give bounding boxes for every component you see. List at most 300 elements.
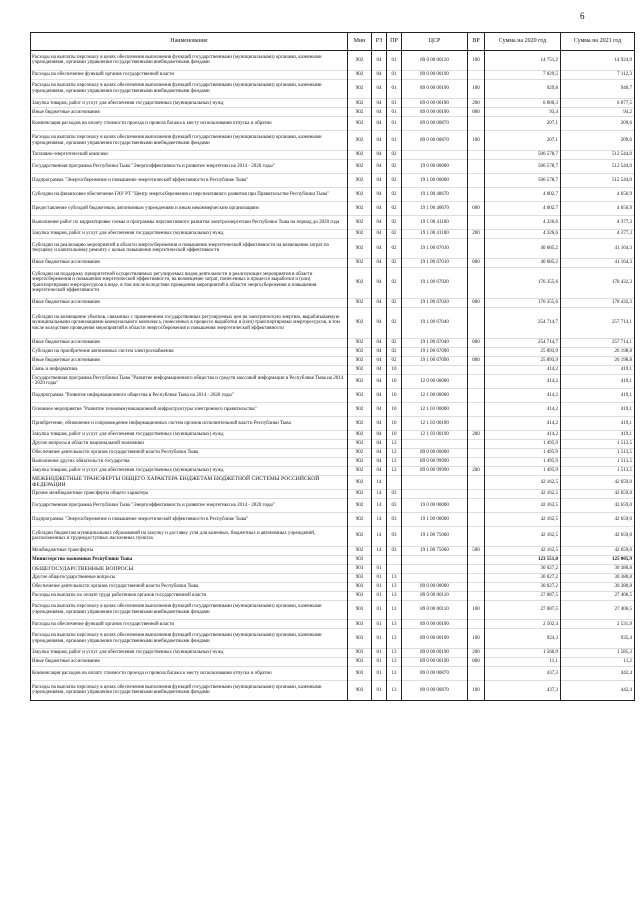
cell-s2021: 27 406,5 bbox=[561, 600, 635, 620]
cell-rz: 04 bbox=[372, 239, 387, 259]
cell-rz: 04 bbox=[372, 457, 387, 466]
cell-vr: 500 bbox=[468, 546, 485, 555]
cell-csr: 89 0 00 00870 bbox=[402, 117, 468, 131]
cell-s2021: 30 380,8 bbox=[561, 582, 635, 591]
cell-rz: 04 bbox=[372, 466, 387, 475]
cell-s2020: 506 578,7 bbox=[485, 151, 561, 160]
cell-pr: 02 bbox=[387, 202, 402, 216]
cell-vr bbox=[468, 188, 485, 202]
header-pr: ПР bbox=[387, 33, 402, 51]
cell-min: 902 bbox=[348, 374, 372, 388]
cell-pr: 01 bbox=[387, 131, 402, 151]
cell-s2020: 25 893,9 bbox=[485, 356, 561, 365]
cell-csr: 19 1 00 00000 bbox=[402, 174, 468, 188]
cell-min: 903 bbox=[348, 555, 372, 564]
cell-name: Подпрограмма "Энергосбережение и повышение энергетической эффективности в Республике Тыва" bbox=[31, 512, 348, 526]
cell-min: 902 bbox=[348, 512, 372, 526]
cell-name: Другие вопросы в области национальной экономики bbox=[31, 439, 348, 448]
table-row bbox=[31, 374, 635, 388]
cell-name: Иные бюджетные ассигнования bbox=[31, 298, 348, 307]
cell-s2021: 512 544,0 bbox=[561, 160, 635, 174]
cell-rz: 04 bbox=[372, 108, 387, 117]
table-body bbox=[31, 51, 635, 701]
cell-vr bbox=[468, 267, 485, 298]
cell-name: Расходы на выплаты персоналу в целях обеспечения выполнения функций государственными (муниципальными) органами, казенными учреждениями, органами управления государственными внебюджетными фондами bbox=[31, 51, 348, 71]
cell-csr: 89 0 00 00190 bbox=[402, 629, 468, 649]
table-row bbox=[31, 466, 635, 475]
cell-rz: 04 bbox=[372, 448, 387, 457]
cell-min: 903 bbox=[348, 649, 372, 658]
cell-pr: 13 bbox=[387, 658, 402, 667]
cell-min: 902 bbox=[348, 338, 372, 347]
cell-min: 902 bbox=[348, 51, 372, 71]
cell-s2020: 123 551,0 bbox=[485, 555, 561, 564]
table-row bbox=[31, 498, 635, 512]
cell-s2020: 30 027,2 bbox=[485, 564, 561, 573]
table-row bbox=[31, 600, 635, 620]
cell-csr: 89 0 00 00190 bbox=[402, 70, 468, 79]
cell-s2020: 506 578,7 bbox=[485, 174, 561, 188]
cell-csr: 12 1 03 00190 bbox=[402, 416, 468, 430]
cell-vr bbox=[468, 160, 485, 174]
table-row bbox=[31, 629, 635, 649]
cell-name: Расходы на выплаты по оплате труда работников органов государственной власти bbox=[31, 591, 348, 600]
cell-csr bbox=[402, 475, 468, 489]
cell-pr: 02 bbox=[387, 188, 402, 202]
cell-s2021: 442,4 bbox=[561, 681, 635, 701]
cell-csr: 19 1 00 67010 bbox=[402, 239, 468, 259]
cell-vr bbox=[468, 388, 485, 402]
table-row bbox=[31, 416, 635, 430]
cell-min: 902 bbox=[348, 475, 372, 489]
cell-name: Закупка товаров, работ и услуг для обеспечения государственных (муниципальных) нужд bbox=[31, 430, 348, 439]
cell-s2021: 4 656,9 bbox=[561, 188, 635, 202]
header-row bbox=[31, 33, 635, 51]
cell-name: Подпрограмма "Энергосбережение и повышение энергетической эффективности в Республике Тыва" bbox=[31, 174, 348, 188]
cell-s2021: 209,6 bbox=[561, 131, 635, 151]
cell-min: 903 bbox=[348, 573, 372, 582]
cell-vr: 200 bbox=[468, 99, 485, 108]
table-row bbox=[31, 239, 635, 259]
cell-s2020: 4 602,7 bbox=[485, 188, 561, 202]
cell-pr: 13 bbox=[387, 620, 402, 629]
cell-s2021: 4 656,9 bbox=[561, 202, 635, 216]
cell-s2021: 209,6 bbox=[561, 117, 635, 131]
cell-rz: 14 bbox=[372, 526, 387, 546]
cell-vr: 200 bbox=[468, 649, 485, 658]
cell-name: Субсидии на приобретение автономных систем электроснабжения bbox=[31, 347, 348, 356]
table-row bbox=[31, 131, 635, 151]
cell-min: 902 bbox=[348, 489, 372, 498]
cell-s2020: 254 714,7 bbox=[485, 338, 561, 347]
cell-name: Субсидии на возмещение убытков, связанных с применением государственных регулируемых цен на электрическую энергию, вырабатываемую муниципальными организациями коммунального комплекса, понесенных в процессе выработки и (или) транспортировки энергоресурсов, в том числе вследствие проведения мероприятий в области энергосбережения и повышения энергетической эффективности bbox=[31, 307, 348, 338]
cell-pr: 01 bbox=[387, 117, 402, 131]
cell-rz: 04 bbox=[372, 338, 387, 347]
cell-rz: 04 bbox=[372, 439, 387, 448]
cell-min: 902 bbox=[348, 546, 372, 555]
cell-name: ОБЩЕГОСУДАРСТВЕННЫЕ ВОПРОСЫ bbox=[31, 564, 348, 573]
table-row bbox=[31, 658, 635, 667]
cell-rz: 04 bbox=[372, 267, 387, 298]
cell-s2021: 27 406,5 bbox=[561, 591, 635, 600]
cell-pr: 13 bbox=[387, 591, 402, 600]
cell-name: Межбюджетные трансферты bbox=[31, 546, 348, 555]
cell-s2021: 4 377,3 bbox=[561, 230, 635, 239]
cell-s2021: 26 198,8 bbox=[561, 347, 635, 356]
cell-s2020: 2 502,4 bbox=[485, 620, 561, 629]
cell-csr bbox=[402, 564, 468, 573]
cell-s2020: 40 685,2 bbox=[485, 239, 561, 259]
cell-min: 902 bbox=[348, 298, 372, 307]
cell-s2021: 419,1 bbox=[561, 430, 635, 439]
cell-rz: 04 bbox=[372, 188, 387, 202]
cell-min: 902 bbox=[348, 526, 372, 546]
cell-min: 902 bbox=[348, 402, 372, 416]
table-row bbox=[31, 117, 635, 131]
cell-pr: 10 bbox=[387, 374, 402, 388]
cell-vr: 800 bbox=[468, 338, 485, 347]
cell-rz: 14 bbox=[372, 475, 387, 489]
cell-s2021: 94,2 bbox=[561, 108, 635, 117]
cell-s2020: 414,2 bbox=[485, 416, 561, 430]
cell-name: Компенсация расходов на оплату стоимости проезда и провоза багажа к месту использования отпуска и обратно bbox=[31, 117, 348, 131]
cell-vr bbox=[468, 365, 485, 374]
cell-s2020: 7 029,5 bbox=[485, 70, 561, 79]
table-row bbox=[31, 108, 635, 117]
header-sum-2020: Сумма на 2020 год bbox=[485, 33, 561, 51]
cell-vr bbox=[468, 374, 485, 388]
header-rz: РЗ bbox=[372, 33, 387, 51]
cell-s2021: 940,7 bbox=[561, 79, 635, 99]
cell-pr: 01 bbox=[387, 99, 402, 108]
cell-csr bbox=[402, 573, 468, 582]
cell-s2021: 11,2 bbox=[561, 658, 635, 667]
cell-pr: 02 bbox=[387, 356, 402, 365]
cell-vr bbox=[468, 70, 485, 79]
cell-rz: 04 bbox=[372, 347, 387, 356]
cell-vr bbox=[468, 526, 485, 546]
cell-pr: 02 bbox=[387, 216, 402, 230]
cell-vr bbox=[468, 448, 485, 457]
cell-rz: 04 bbox=[372, 160, 387, 174]
cell-vr: 100 bbox=[468, 600, 485, 620]
cell-rz: 04 bbox=[372, 174, 387, 188]
cell-pr: 13 bbox=[387, 667, 402, 681]
cell-min: 902 bbox=[348, 466, 372, 475]
cell-s2020: 1 495,9 bbox=[485, 439, 561, 448]
cell-s2021: 7 112,3 bbox=[561, 70, 635, 79]
table-row bbox=[31, 555, 635, 564]
table-row bbox=[31, 388, 635, 402]
cell-s2021: 419,1 bbox=[561, 416, 635, 430]
cell-pr: 01 bbox=[387, 108, 402, 117]
cell-vr bbox=[468, 151, 485, 160]
cell-rz: 04 bbox=[372, 416, 387, 430]
cell-vr bbox=[468, 239, 485, 259]
cell-pr: 13 bbox=[387, 573, 402, 582]
cell-vr: 800 bbox=[468, 108, 485, 117]
cell-s2021: 125 005,9 bbox=[561, 555, 635, 564]
cell-vr bbox=[468, 489, 485, 498]
cell-name: Субсидии на финансовое обеспечение ГАУ РТ "Центр энергосбережения и перспективного развития при Правительстве Республики Тыва" bbox=[31, 188, 348, 202]
cell-min: 902 bbox=[348, 388, 372, 402]
budget-table bbox=[30, 32, 635, 701]
cell-vr: 800 bbox=[468, 298, 485, 307]
cell-pr: 10 bbox=[387, 388, 402, 402]
cell-vr bbox=[468, 564, 485, 573]
cell-pr: 02 bbox=[387, 239, 402, 259]
cell-s2021: 257 714,1 bbox=[561, 307, 635, 338]
cell-s2020: 414,2 bbox=[485, 430, 561, 439]
cell-vr bbox=[468, 402, 485, 416]
cell-name: Основное мероприятие "Развитие телекоммуникационной инфраструктуры электронного правительства" bbox=[31, 402, 348, 416]
table-row bbox=[31, 489, 635, 498]
cell-s2021: 42 659,0 bbox=[561, 546, 635, 555]
cell-pr: 12 bbox=[387, 439, 402, 448]
cell-csr: 12 1 00 00000 bbox=[402, 388, 468, 402]
cell-s2020: 4 602,7 bbox=[485, 202, 561, 216]
table-row bbox=[31, 79, 635, 99]
cell-pr: 01 bbox=[387, 70, 402, 79]
cell-s2020: 924,3 bbox=[485, 629, 561, 649]
cell-rz: 01 bbox=[372, 600, 387, 620]
cell-csr: 19 1 00 00000 bbox=[402, 512, 468, 526]
cell-name: Субсидии на реализацию мероприятий в области энергосбережения и повышения энергетической эффективности на возмещение затрат по текущему и капитальному ремонту с целью повышения энергетической эффективности bbox=[31, 239, 348, 259]
cell-min: 903 bbox=[348, 620, 372, 629]
cell-min: 902 bbox=[348, 160, 372, 174]
table-row bbox=[31, 307, 635, 338]
cell-vr bbox=[468, 416, 485, 430]
cell-s2020: 1 495,9 bbox=[485, 457, 561, 466]
cell-vr bbox=[468, 457, 485, 466]
cell-rz: 04 bbox=[372, 402, 387, 416]
cell-csr bbox=[402, 151, 468, 160]
cell-rz: 04 bbox=[372, 70, 387, 79]
cell-csr: 12 1 03 00000 bbox=[402, 402, 468, 416]
cell-rz: 01 bbox=[372, 681, 387, 701]
cell-name: Топливно-энергетический комплекс bbox=[31, 151, 348, 160]
cell-min: 902 bbox=[348, 230, 372, 239]
table-row bbox=[31, 649, 635, 658]
cell-name: Расходы на выплаты персоналу в целях обеспечения выполнения функций государственными (муниципальными) органами, казенными учреждениями, органами управления государственными внебюджетными фондами bbox=[31, 600, 348, 620]
table-row bbox=[31, 51, 635, 71]
cell-s2020: 27 087,5 bbox=[485, 591, 561, 600]
cell-pr: 03 bbox=[387, 546, 402, 555]
cell-s2021: 1 513,5 bbox=[561, 439, 635, 448]
cell-min: 902 bbox=[348, 258, 372, 267]
cell-pr: 02 bbox=[387, 258, 402, 267]
cell-rz: 04 bbox=[372, 202, 387, 216]
cell-pr: 02 bbox=[387, 338, 402, 347]
cell-s2020: 437,3 bbox=[485, 667, 561, 681]
cell-s2020: 30 027,2 bbox=[485, 573, 561, 582]
cell-s2020: 176 355,6 bbox=[485, 298, 561, 307]
table-row bbox=[31, 620, 635, 629]
cell-min: 902 bbox=[348, 79, 372, 99]
cell-vr: 800 bbox=[468, 658, 485, 667]
cell-csr: 19 1 00 67040 bbox=[402, 338, 468, 347]
cell-csr: 89 0 00 99990 bbox=[402, 457, 468, 466]
cell-rz: 04 bbox=[372, 388, 387, 402]
cell-name: Компенсация расходов на оплату стоимости проезда и провоза багажа к месту использования отпуска и обратно bbox=[31, 667, 348, 681]
cell-rz: 04 bbox=[372, 298, 387, 307]
cell-name: Выполнение работ по корректировке схемы и программы перспективного развития электроэнергетики Республики Тыва на период до 2020 года bbox=[31, 216, 348, 230]
cell-min: 903 bbox=[348, 629, 372, 649]
cell-min: 902 bbox=[348, 416, 372, 430]
cell-s2020: 414,2 bbox=[485, 388, 561, 402]
table-row bbox=[31, 160, 635, 174]
cell-csr: 19 1 00 40670 bbox=[402, 188, 468, 202]
cell-csr: 19 1 00 41100 bbox=[402, 216, 468, 230]
cell-csr: 19 1 00 67040 bbox=[402, 307, 468, 338]
cell-csr: 89 0 00 00110 bbox=[402, 51, 468, 71]
cell-vr bbox=[468, 498, 485, 512]
cell-csr: 19 1 00 67020 bbox=[402, 298, 468, 307]
cell-s2021: 1 585,3 bbox=[561, 649, 635, 658]
cell-min: 902 bbox=[348, 448, 372, 457]
cell-s2020: 1 495,9 bbox=[485, 448, 561, 457]
cell-name: Приобретение, обновление и сопровождение информационных систем органов исполнительной власти Республики Тыва bbox=[31, 416, 348, 430]
cell-rz: 01 bbox=[372, 564, 387, 573]
cell-rz: 04 bbox=[372, 131, 387, 151]
cell-vr bbox=[468, 620, 485, 629]
cell-csr bbox=[402, 365, 468, 374]
cell-s2021: 419,1 bbox=[561, 388, 635, 402]
cell-vr bbox=[468, 347, 485, 356]
cell-rz: 04 bbox=[372, 117, 387, 131]
cell-vr: 800 bbox=[468, 356, 485, 365]
cell-csr: 19 1 00 41100 bbox=[402, 230, 468, 239]
cell-s2020: 414,2 bbox=[485, 402, 561, 416]
cell-name: Расходы на выплаты персоналу в целях обеспечения выполнения функций государственными (муниципальными) органами, казенными учреждениями, органами управления государственными внебюджетными фондами bbox=[31, 629, 348, 649]
cell-rz: 01 bbox=[372, 658, 387, 667]
cell-vr bbox=[468, 667, 485, 681]
cell-min: 903 bbox=[348, 591, 372, 600]
cell-vr bbox=[468, 307, 485, 338]
cell-name: МЕЖБЮДЖЕТНЫЕ ТРАНСФЕРТЫ ОБЩЕГО ХАРАКТЕРА БЮДЖЕТАМ БЮДЖЕТНОЙ СИСТЕМЫ РОССИЙСКОЙ ФЕДЕРАЦИИ bbox=[31, 475, 348, 489]
cell-s2021: 4 377,3 bbox=[561, 216, 635, 230]
cell-min: 902 bbox=[348, 108, 372, 117]
cell-pr: 12 bbox=[387, 457, 402, 466]
cell-vr: 200 bbox=[468, 230, 485, 239]
cell-vr: 100 bbox=[468, 629, 485, 649]
cell-s2021: 41 164,3 bbox=[561, 258, 635, 267]
page-number: 6 bbox=[580, 11, 585, 21]
header-sum-2021: Сумма на 2021 год bbox=[561, 33, 635, 51]
cell-pr: 01 bbox=[387, 79, 402, 99]
table-row bbox=[31, 216, 635, 230]
cell-pr: 10 bbox=[387, 402, 402, 416]
cell-s2020: 1 566,9 bbox=[485, 649, 561, 658]
table-row bbox=[31, 347, 635, 356]
cell-csr: 89 0 00 00110 bbox=[402, 591, 468, 600]
header-min: Мин bbox=[348, 33, 372, 51]
cell-s2020: 437,3 bbox=[485, 681, 561, 701]
cell-name: Расходы на выплаты персоналу в целях обеспечения выполнения функций государственными (муниципальными) органами, казенными учреждениями, органами управления государственными внебюджетными фондами bbox=[31, 79, 348, 99]
cell-min: 902 bbox=[348, 307, 372, 338]
cell-s2021: 257 714,1 bbox=[561, 338, 635, 347]
cell-min: 903 bbox=[348, 582, 372, 591]
table-row bbox=[31, 356, 635, 365]
cell-vr: 600 bbox=[468, 202, 485, 216]
cell-rz: 04 bbox=[372, 230, 387, 239]
cell-vr bbox=[468, 573, 485, 582]
cell-csr: 12 1 03 00190 bbox=[402, 430, 468, 439]
cell-s2020: 42 162,5 bbox=[485, 526, 561, 546]
cell-name: Иные бюджетные ассигнования bbox=[31, 108, 348, 117]
cell-s2020: 11,1 bbox=[485, 658, 561, 667]
cell-pr: 12 bbox=[387, 448, 402, 457]
cell-s2020: 207,1 bbox=[485, 131, 561, 151]
cell-s2021: 42 659,0 bbox=[561, 526, 635, 546]
cell-s2021: 419,1 bbox=[561, 374, 635, 388]
cell-s2021: 935,4 bbox=[561, 629, 635, 649]
table-row bbox=[31, 230, 635, 239]
cell-pr: 13 bbox=[387, 649, 402, 658]
cell-csr: 19 0 00 00000 bbox=[402, 160, 468, 174]
cell-vr: 100 bbox=[468, 131, 485, 151]
cell-s2021: 42 659,0 bbox=[561, 489, 635, 498]
cell-s2021: 178 432,3 bbox=[561, 298, 635, 307]
cell-name: Субсидии на поддержку приоритетной осуществляемых регулируемых видов деятельности и реализующих мероприятия в области энергосбережения и повышения энергетической эффективности, на возмещение затрат, понесенных в процессе выработки и (или) транспортировки энергоресурсов в виде, в том числе вследствие проведения мероприятий в области энергосбережения и повышения энергетической эффективности bbox=[31, 267, 348, 298]
cell-rz: 14 bbox=[372, 489, 387, 498]
cell-s2021: 30 380,8 bbox=[561, 564, 635, 573]
cell-vr bbox=[468, 512, 485, 526]
table-row bbox=[31, 298, 635, 307]
cell-name: Расходы на обеспечение функций органов государственной власти bbox=[31, 620, 348, 629]
table-row bbox=[31, 448, 635, 457]
cell-rz: 04 bbox=[372, 430, 387, 439]
cell-name: Иные бюджетные ассигнования bbox=[31, 338, 348, 347]
cell-name: Иные бюджетные ассигнования bbox=[31, 258, 348, 267]
cell-vr: 200 bbox=[468, 466, 485, 475]
cell-rz: 01 bbox=[372, 667, 387, 681]
cell-name: Обеспечение деятельности органов государственной власти Республики Тыва bbox=[31, 448, 348, 457]
cell-min: 902 bbox=[348, 216, 372, 230]
cell-name: Расходы на выплаты персоналу в целях обеспечения выполнения функций государственными (муниципальными) органами, казенными учреждениями, органами управления государственными внебюджетными фондами bbox=[31, 681, 348, 701]
cell-vr bbox=[468, 439, 485, 448]
cell-s2021: 1 513,5 bbox=[561, 448, 635, 457]
cell-pr: 02 bbox=[387, 174, 402, 188]
cell-name: Расходы на выплаты персоналу в целях обеспечения выполнения функций государственными (муниципальными) органами, казенными учреждениями, органами управления государственными внебюджетными фондами bbox=[31, 131, 348, 151]
cell-name: Иные бюджетные ассигнования bbox=[31, 658, 348, 667]
cell-s2021: 42 659,0 bbox=[561, 498, 635, 512]
cell-min: 903 bbox=[348, 564, 372, 573]
table-row bbox=[31, 365, 635, 374]
table-row bbox=[31, 564, 635, 573]
cell-min: 902 bbox=[348, 188, 372, 202]
cell-s2020: 42 162,5 bbox=[485, 546, 561, 555]
cell-name: Связь и информатика bbox=[31, 365, 348, 374]
cell-name: Расходы на обеспечение функций органов государственной власти bbox=[31, 70, 348, 79]
table-row bbox=[31, 70, 635, 79]
cell-csr: 19 1 00 67090 bbox=[402, 347, 468, 356]
cell-name: Обеспечение деятельности органов государственной власти Республики Тыва bbox=[31, 582, 348, 591]
cell-s2020: 42 162,5 bbox=[485, 489, 561, 498]
cell-min: 902 bbox=[348, 267, 372, 298]
cell-rz: 04 bbox=[372, 365, 387, 374]
table-row bbox=[31, 151, 635, 160]
cell-min: 902 bbox=[348, 151, 372, 160]
cell-name: Подпрограмма "Развитие информационного общества в Республике Тыва на 2014 - 2020 годы" bbox=[31, 388, 348, 402]
cell-s2021: 41 164,3 bbox=[561, 239, 635, 259]
cell-csr: 89 0 00 00190 bbox=[402, 658, 468, 667]
table-row bbox=[31, 258, 635, 267]
cell-s2020: 40 685,2 bbox=[485, 258, 561, 267]
cell-min: 903 bbox=[348, 658, 372, 667]
cell-csr: 89 0 00 00110 bbox=[402, 600, 468, 620]
cell-csr: 89 0 00 00870 bbox=[402, 131, 468, 151]
